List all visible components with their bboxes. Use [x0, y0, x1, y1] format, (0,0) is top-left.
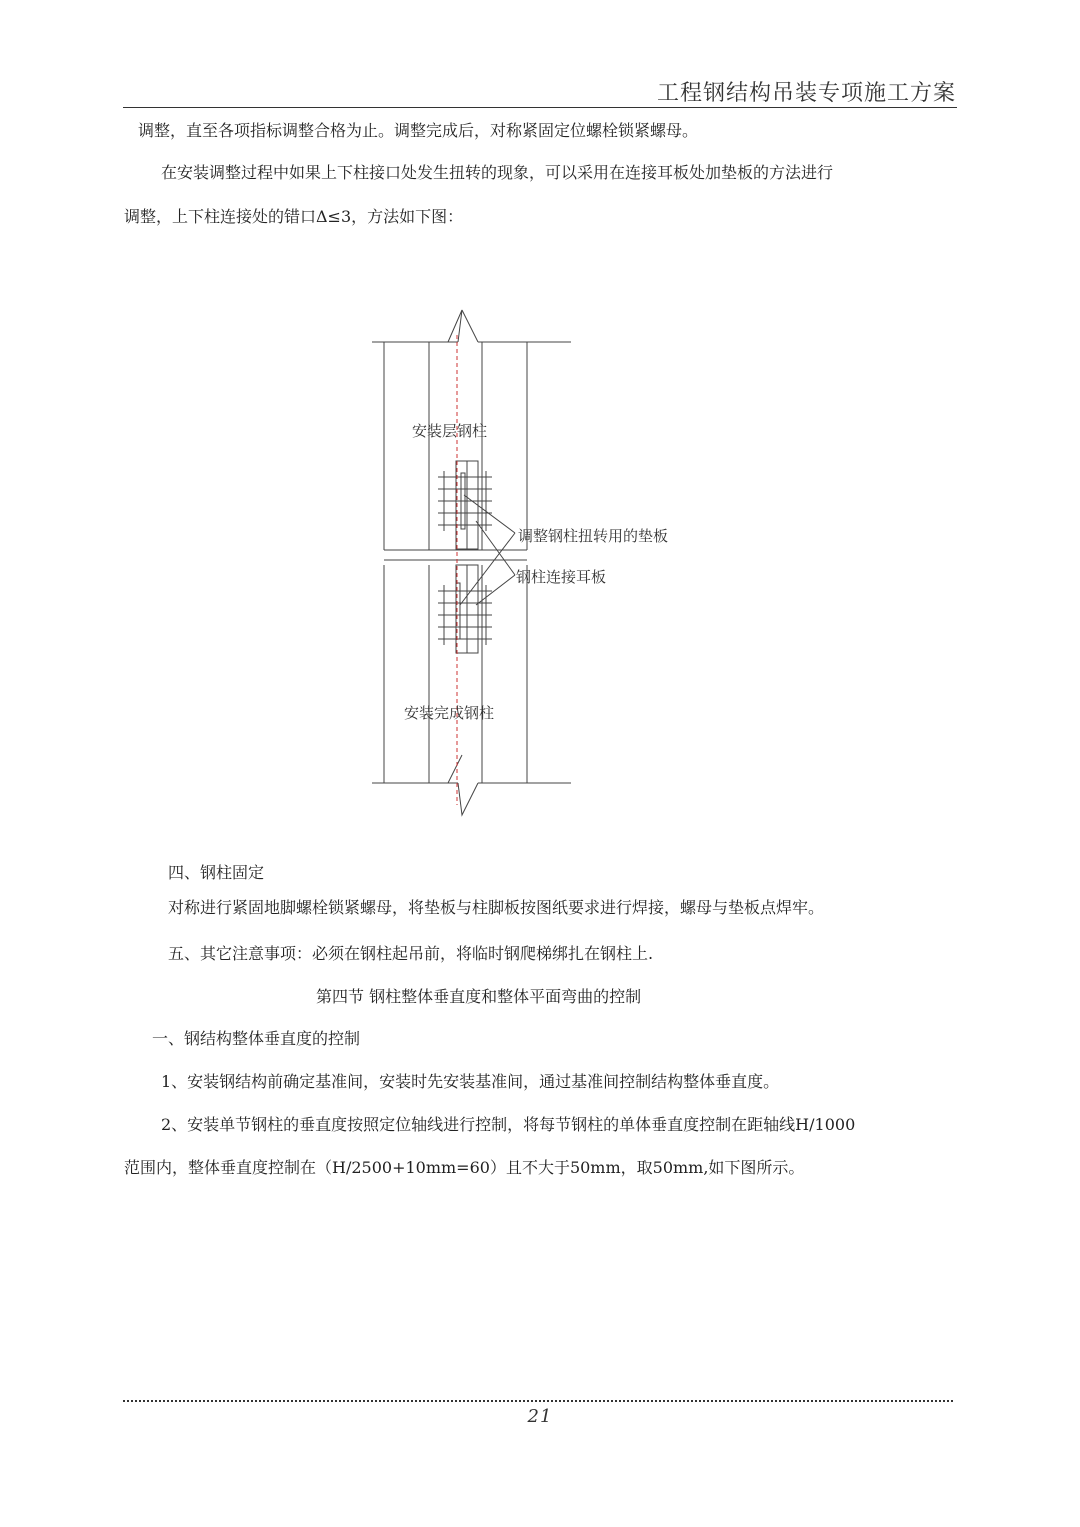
label-upper-column: 安装层钢柱: [412, 422, 488, 440]
upper-break-mark-right: [462, 310, 478, 342]
item-1-text: 1、安装钢结构前确定基准间，安装时先安装基准间，通过基准间控制结构整体垂直度。: [161, 1072, 780, 1091]
page-number: 21: [527, 1406, 553, 1427]
body-line-3: 调整，上下柱连接处的错口Δ≤3，方法如下图：: [124, 207, 464, 226]
leader-shim-lower: [460, 533, 515, 605]
subsection-1-title: 一、钢结构整体垂直度的控制: [152, 1029, 361, 1048]
label-ear-plate: 钢柱连接耳板: [516, 568, 607, 586]
header-rule: [123, 107, 957, 108]
document-header-title: 工程钢结构吊装专项施工方案: [656, 81, 956, 106]
upper-break-mark-left: [448, 310, 462, 342]
body-line-1: 调整，直至各项指标调整合格为止。调整完成后，对称紧固定位螺栓锁紧螺母。: [138, 121, 699, 140]
label-shim-plate: 调整钢柱扭转用的垫板: [518, 527, 669, 545]
label-lower-column: 安装完成钢柱: [404, 704, 495, 722]
column-splice-diagram: [360, 305, 680, 829]
body-line-2: 在安装调整过程中如果上下柱接口处发生扭转的现象，可以采用在连接耳板处加垫板的方法进行: [161, 163, 834, 182]
item-2-line-1: 2、安装单节钢柱的垂直度按照定位轴线进行控制，将每节钢柱的单体垂直度控制在距轴线H/1000: [161, 1115, 856, 1134]
chapter-title: 第四节 钢柱整体垂直度和整体平面弯曲的控制: [316, 987, 642, 1006]
lower-break-mark-2: [448, 755, 462, 783]
lower-break-mark: [458, 783, 478, 815]
footer-dotted-rule: [123, 1400, 953, 1402]
section-4-title: 四、钢柱固定: [168, 863, 265, 882]
section-5-text: 五、其它注意事项：必须在钢柱起吊前，将临时钢爬梯绑扎在钢柱上.: [168, 944, 654, 963]
section-4-text: 对称进行紧固地脚螺栓锁紧螺母，将垫板与柱脚板按图纸要求进行焊接，螺母与垫板点焊牢。: [168, 898, 825, 917]
item-2-line-2: 范围内，整体垂直度控制在（H/2500+10mm=60）且不大于50mm，取50mm,如下图所示。: [124, 1158, 805, 1177]
